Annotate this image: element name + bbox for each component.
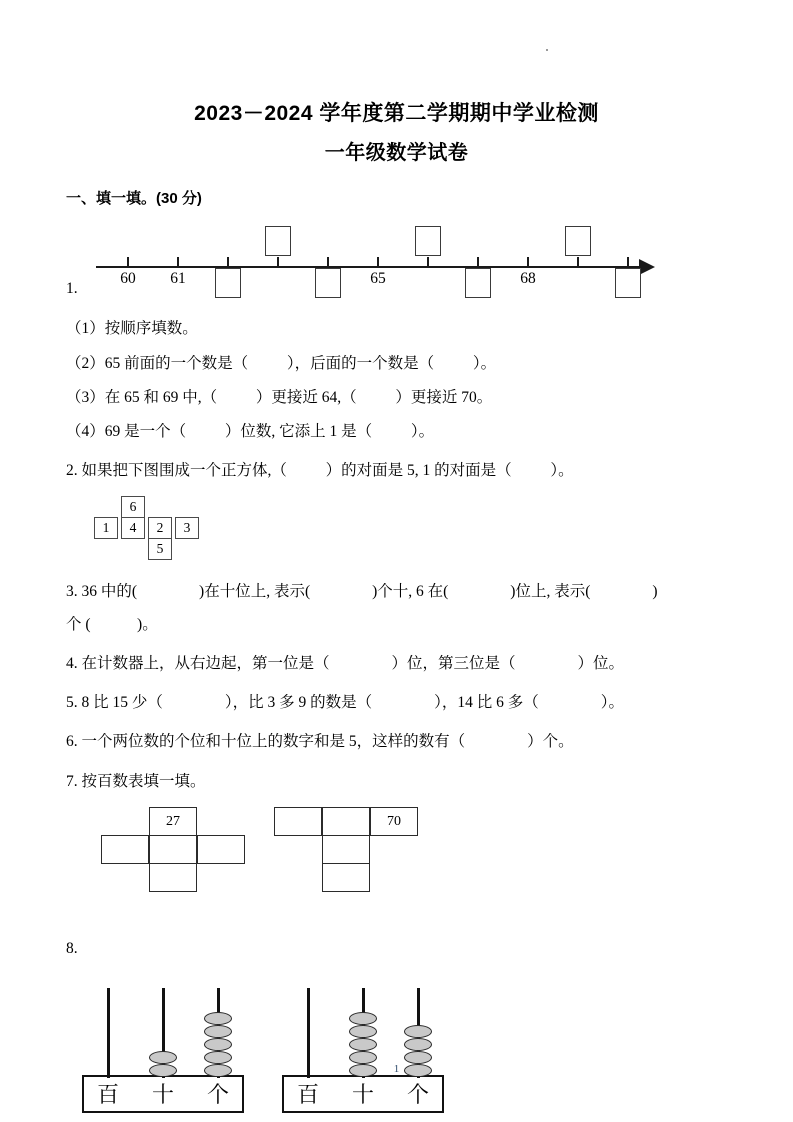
question-7-text: 7. 按百数表填一填。 (66, 772, 206, 790)
section-heading-fill-in: 一、填一填。(30 分) (66, 190, 202, 208)
question-1-sub-4: （4）69 是一个（ ）位数, 它添上 1 是（ ）。 (66, 423, 435, 440)
question-3-line-1: 3. 36 中的( )在十位上, 表示( )个十, 6 在( )位上, 表示( ) (66, 583, 658, 601)
cube-net-cell-row-0: 1 (94, 517, 118, 539)
chart-right-cell-bottom (322, 863, 370, 892)
abacus-column-label-百: 百 (296, 1081, 319, 1107)
cube-net-cell-row-1: 4 (121, 517, 145, 539)
abacus-bead[interactable] (349, 1025, 377, 1038)
question-8-abaci (66, 978, 727, 1118)
page-title: 2023－2024 学年度第二学期期中学业检测 (194, 102, 599, 125)
numberline-label-65: 65 (370, 270, 386, 288)
chart-right-cell-top-right: 70 (370, 807, 418, 836)
question-4-text: 4. 在计数器上，从右边起，第一位是（ ）位，第三位是（ ）位。 (66, 654, 625, 672)
numberline-answer-box-7[interactable] (465, 268, 491, 298)
abacus-bead[interactable] (404, 1025, 432, 1038)
numberline-tick-3 (277, 257, 279, 267)
numberline-tick-4 (327, 257, 329, 267)
numberline-answer-box-2[interactable] (215, 268, 241, 298)
question-5-text: 5. 8 比 15 少（ ），比 3 多 9 的数是（ ），14 比 6 多（ ）。 (66, 694, 625, 712)
question-1-sub-1: （1）按顺序填数。 (66, 320, 198, 338)
abacus-unit-2 (274, 978, 464, 1118)
numberline-tick-2 (227, 257, 229, 267)
question-3-line-2: 个 ( )。 (66, 615, 158, 633)
numberline-tick-6 (427, 257, 429, 267)
abacus-column-label-个: 个 (206, 1081, 229, 1107)
cube-net-cell-bottom: 5 (148, 538, 172, 560)
question-2-text: 2. 如果把下图围成一个正方体,（ ）的对面是 5, 1 的对面是（ ）。 (66, 462, 574, 480)
chart-left-cell-center (149, 835, 197, 864)
cube-net-cell-top: 6 (121, 496, 145, 518)
question-1-index: 1. (66, 280, 78, 298)
chart-left-cell-right (197, 835, 245, 864)
question-8-index: 8. (66, 939, 78, 957)
chart-left-cell-bottom (149, 863, 197, 892)
abacus-bead[interactable] (349, 1038, 377, 1051)
numberline-tick-0 (127, 257, 129, 267)
abacus-unit-1 (74, 978, 264, 1118)
numberline-label-68: 68 (520, 270, 536, 288)
question-1-numberline (66, 222, 727, 310)
abacus-bead[interactable] (404, 1038, 432, 1051)
abacus-bead[interactable] (204, 1025, 232, 1038)
abacus-column-label-十: 十 (351, 1081, 374, 1107)
abacus-bead[interactable] (204, 1012, 232, 1025)
numberline-tick-1 (177, 257, 179, 267)
numberline-arrow-icon (639, 259, 655, 275)
chart-left-cell-top: 27 (149, 807, 197, 836)
chart-right-cell-top-center (322, 807, 370, 836)
numberline-answer-box-3[interactable] (265, 226, 291, 256)
abacus-bead[interactable] (349, 1012, 377, 1025)
numberline-answer-box-9[interactable] (565, 226, 591, 256)
chart-right-cell-mid (322, 835, 370, 864)
numberline-answer-box-10[interactable] (615, 268, 641, 298)
page-content (66, 0, 727, 1118)
page-subtitle: 一年级数学试卷 (324, 142, 469, 165)
abacus-column-label-十: 十 (151, 1081, 174, 1107)
numberline-tick-7 (477, 257, 479, 267)
chart-left-cell-left (101, 835, 149, 864)
question-1-sub-3: （3）在 65 和 69 中,（ ）更接近 64,（ ）更接近 70。 (66, 388, 493, 406)
chart-right-cell-top-left (274, 807, 322, 836)
cube-net-cell-row-2: 2 (148, 517, 172, 539)
question-1-sub-2: （2）65 前面的一个数是（ ），后面的一个数是（ ）。 (66, 354, 497, 372)
numberline-label-60: 60 (120, 270, 136, 288)
abacus-bead[interactable] (204, 1038, 232, 1051)
numberline-tick-5 (377, 257, 379, 267)
numberline-tick-8 (527, 257, 529, 267)
abacus-column-label-个: 个 (406, 1081, 429, 1107)
numberline-tick-10 (627, 257, 629, 267)
question-6-text: 6. 一个两位数的个位和十位上的数字和是 5，这样的数有（ ）个。 (66, 733, 574, 751)
numberline-answer-box-4[interactable] (315, 268, 341, 298)
numberline-tick-9 (577, 257, 579, 267)
abacus-column-label-百: 百 (96, 1081, 119, 1107)
numberline-answer-box-6[interactable] (415, 226, 441, 256)
cube-net-cell-row-3: 3 (175, 517, 199, 539)
question-2-cube-net (94, 496, 274, 568)
numberline-label-61: 61 (170, 270, 186, 288)
page-number: 1 (393, 1063, 400, 1075)
question-7-charts (66, 807, 727, 925)
